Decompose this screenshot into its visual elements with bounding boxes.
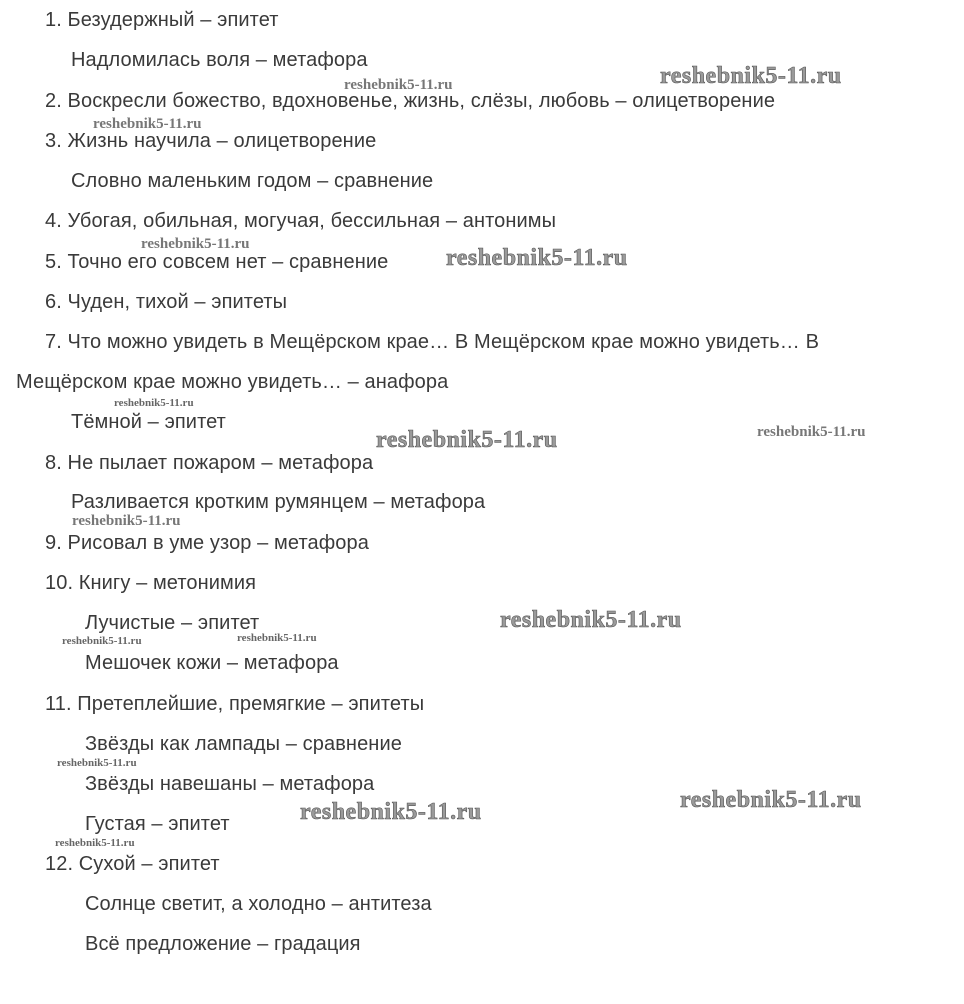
answer-11-extra-2: Звёзды навешаны – метафора — [85, 773, 375, 795]
answer-3-extra: Словно маленьким годом – сравнение — [71, 170, 434, 192]
watermark: reshebnik5-11.ru — [237, 632, 317, 644]
answer-3: 3. Жизнь научила – олицетворение — [45, 130, 377, 152]
answer-1: 1. Безудержный – эпитет — [45, 9, 279, 31]
watermark: reshebnik5-11.ru — [93, 116, 202, 132]
watermark: reshebnik5-11.ru — [376, 427, 558, 453]
answer-7: 7. Что можно увидеть в Мещёрском крае… В Мещёрском крае можно увидеть… В — [45, 331, 820, 353]
answer-12-extra-1: Солнце светит, а холодно – антитеза — [85, 893, 432, 915]
answer-1-extra: Надломилась воля – метафора — [71, 49, 368, 71]
answer-5: 5. Точно его совсем нет – сравнение — [45, 251, 389, 273]
watermark: reshebnik5-11.ru — [62, 635, 142, 647]
answer-10-extra-1: Лучистые – эпитет — [85, 612, 260, 634]
answer-6: 6. Чуден, тихой – эпитеты — [45, 291, 288, 313]
watermark: reshebnik5-11.ru — [757, 424, 866, 440]
watermark: reshebnik5-11.ru — [72, 513, 181, 529]
answer-9: 9. Рисовал в уме узор – метафора — [45, 532, 369, 554]
watermark: reshebnik5-11.ru — [680, 787, 862, 813]
watermark: reshebnik5-11.ru — [300, 799, 482, 825]
answer-10: 10. Книгу – метонимия — [45, 572, 257, 594]
watermark: reshebnik5-11.ru — [141, 236, 250, 252]
answer-8-extra: Разливается кротким румянцем – метафора — [71, 491, 486, 513]
answer-7-extra: Тёмной – эпитет — [71, 411, 226, 433]
answer-2: 2. Воскресли божество, вдохновенье, жизнь, слёзы, любовь – олицетворение — [45, 90, 776, 112]
answer-7-continued: Мещёрском крае можно увидеть… – анафора — [16, 371, 449, 393]
answer-11-extra-3: Густая – эпитет — [85, 813, 230, 835]
answer-12-extra-2: Всё предложение – градация — [85, 933, 361, 955]
watermark: reshebnik5-11.ru — [446, 245, 628, 271]
answer-4: 4. Убогая, обильная, могучая, бессильная – антонимы — [45, 210, 557, 232]
watermark: reshebnik5-11.ru — [114, 397, 194, 409]
answer-11: 11. Претеплейшие, премягкие – эпитеты — [45, 693, 425, 715]
answer-12: 12. Сухой – эпитет — [45, 853, 220, 875]
answer-10-extra-2: Мешочек кожи – метафора — [85, 652, 339, 674]
watermark: reshebnik5-11.ru — [57, 757, 137, 769]
watermark: reshebnik5-11.ru — [500, 607, 682, 633]
watermark: reshebnik5-11.ru — [660, 63, 842, 89]
answer-8: 8. Не пылает пожаром – метафора — [45, 452, 374, 474]
watermark: reshebnik5-11.ru — [344, 77, 453, 93]
answer-11-extra-1: Звёзды как лампады – сравнение — [85, 733, 402, 755]
watermark: reshebnik5-11.ru — [55, 837, 135, 849]
